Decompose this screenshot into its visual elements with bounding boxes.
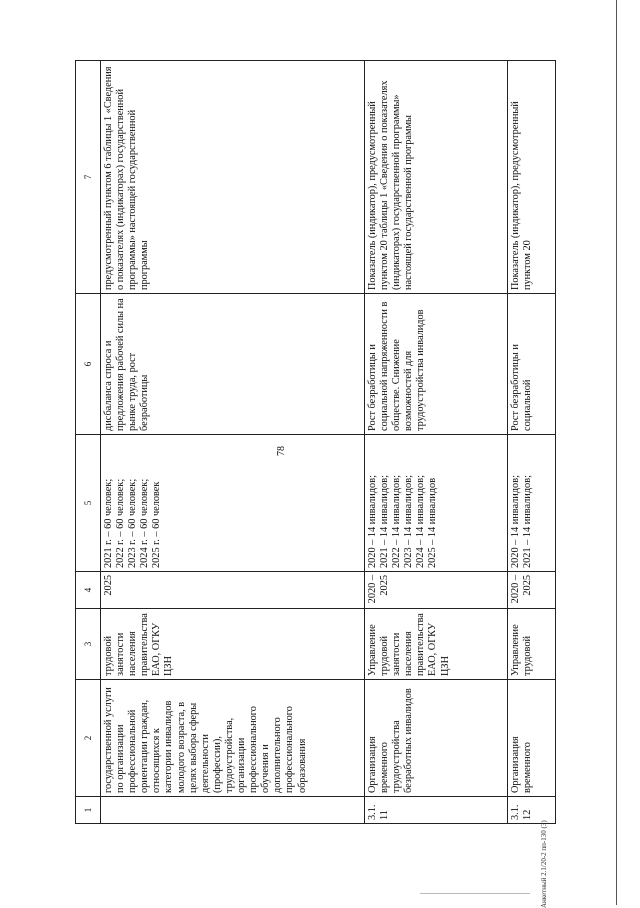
consequences: Рост безработицы и социальной — [508, 294, 556, 435]
header-cell-3: 3 — [76, 609, 101, 680]
rotated-table-container — [75, 61, 555, 824]
scan-mark — [420, 893, 530, 894]
implementation-period: 2020 – 2025 — [508, 572, 556, 609]
indicator-link: Показатель (индикатор), предусмотренный пунктом 20 таблицы 1 «Сведения о показателях (индикаторах) государственной программы» настоящей государственной программы — [365, 61, 508, 294]
header-cell-1: 1 — [76, 797, 101, 824]
document-stamp: Анкетный 2.1/20-2 пп-130 (3) — [540, 820, 548, 908]
header-cell-4: 4 — [76, 572, 101, 609]
activity-name: государственной услуги по организации профессиональной ориентации граждан, относящихся к категории инвалидов молодого возраста, в целях выбора сферы деятельности (профессии), трудоустройства, организации профессионального обучения и дополнительного профессионального образования — [101, 680, 365, 797]
header-cell-6: 6 — [76, 294, 101, 435]
result-line: 2022 – 14 инвалидов; — [391, 475, 403, 568]
result-line: 2021 – 14 инвалидов; — [522, 475, 534, 568]
expected-result — [365, 435, 508, 572]
responsible-executor: трудовой занятости населения правительства ЕАО, ОГКУ ЦЗН — [101, 609, 365, 680]
indicator-link: предусмотренный пунктом 6 таблицы 1 «Сведения о показателях (индикаторах) государственной программы» настоящей государственной программы — [101, 61, 365, 294]
activity-name: Организация временного — [508, 680, 556, 797]
implementation-period: 2020 – 2025 — [365, 572, 508, 609]
table-header-row — [76, 61, 101, 824]
expected-result — [508, 435, 556, 572]
indicator-link: Показатель (индикатор), предусмотренный пунктом 20 — [508, 61, 556, 294]
row-number: 3.1.11 — [365, 797, 508, 824]
row-number: 3.1.12 — [508, 797, 556, 824]
expected-result — [101, 435, 365, 572]
consequences: дисбаланса спроса и предложения рабочей силы на рынке труда, рост безработицы — [101, 294, 365, 435]
table-row — [101, 61, 365, 824]
result-line: 2025 г. – 60 человек — [151, 481, 163, 568]
page-number: 78 — [276, 446, 287, 456]
program-activities-table — [75, 60, 556, 824]
result-line: 2023 – 14 инвалидов; — [403, 475, 415, 568]
activity-name: Организация временного трудоустройства безработных инвалидов — [365, 680, 508, 797]
result-line: 2024 г. – 60 человек; — [139, 478, 151, 568]
result-line: 2020 – 14 инвалидов; — [367, 475, 378, 568]
result-line: 2022 г. – 60 человек; — [115, 478, 127, 568]
result-line: 2021 – 14 инвалидов; — [379, 475, 391, 568]
result-line: 2021 г. – 60 человек; — [103, 478, 114, 568]
result-line: 2025 – 14 инвалидов — [427, 477, 439, 568]
implementation-period: 2025 — [101, 572, 365, 609]
responsible-executor: Управление трудовой — [508, 609, 556, 680]
table-row — [365, 61, 508, 824]
responsible-executor: Управление трудовой занятости населения правительства ЕАО, ОГКУ ЦЗН — [365, 609, 508, 680]
result-line: 2023 г. – 60 человек; — [127, 478, 139, 568]
row-number — [101, 797, 365, 824]
result-line: 2024 – 14 инвалидов; — [415, 475, 427, 568]
binding-edge-line — [616, 0, 617, 905]
table-row — [508, 61, 556, 824]
consequences: Рост безработицы и социальной напряженности в обществе. Снижение возможностей для трудоустройства инвалидов — [365, 294, 508, 435]
header-cell-5: 5 — [76, 435, 101, 572]
result-line: 2020 – 14 инвалидов; — [510, 475, 521, 568]
header-cell-7: 7 — [76, 61, 101, 294]
header-cell-2: 2 — [76, 680, 101, 797]
